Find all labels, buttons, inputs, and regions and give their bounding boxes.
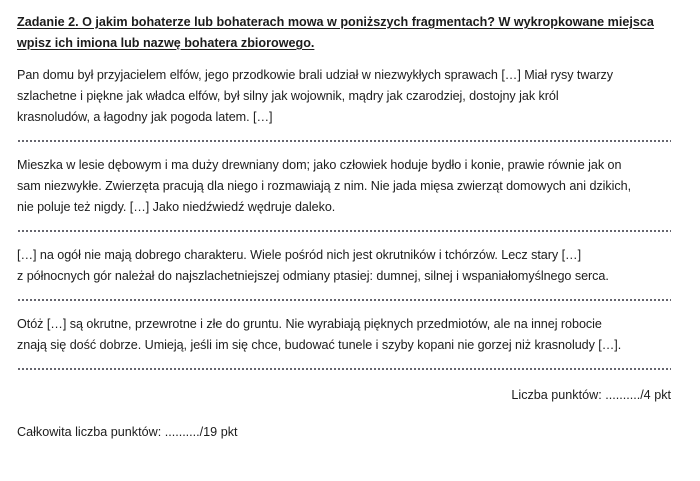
spacer [17,232,671,245]
task-heading [17,0,671,54]
spacer [17,287,671,299]
fragment-1 [17,65,671,128]
total-points-label: Całkowita liczba punktów: ........../19 pkt [17,425,238,439]
fragment-4-line-2: znają się dość dobrze. Umieją, jeśli im się chce, budować tunele i szyby kopani nie gorzej niż krasnoludy […]. [17,338,622,352]
spacer [17,356,671,368]
spacer [17,128,671,140]
fragment-4-line-1: Otóż […] są okrutne, przewrotne i złe do gruntu. Nie wyrabiają pięknych przedmiotów, ale na innej robocie [17,317,602,331]
fragment-3 [17,245,671,287]
task-heading-line-1: Zadanie 2. O jakim bohaterze lub bohaterach mowa w poniższych fragmentach? W wykropkowane miejsca [17,15,654,29]
spacer [17,301,671,314]
spacer [17,54,671,65]
spacer [17,142,671,155]
fragment-2-line-2: sam niezwykłe. Zwierzęta pracują dla niego i rozmawiają z nim. Nie jada mięsa zwierząt domowych ani dzikich, [17,179,632,193]
fragment-1-line-2: szlachetne i piękne jak władca elfów, był silny jak wojownik, mądry jak czarodziej, dostojny jak król [17,89,559,103]
worksheet-content [17,0,671,443]
fragment-2 [17,155,671,218]
spacer [17,406,671,422]
task-points-label: Liczba punktów: ........../4 pkt [511,388,671,402]
fragment-3-line-1: […] na ogół nie mają dobrego charakteru. Wiele pośród nich jest okrutników i tchórzów. Lecz stary […] [17,248,582,262]
fragment-1-line-3: krasnoludów, a łagodny jak pogoda latem. […] [17,110,273,124]
spacer [17,370,671,385]
fragment-2-line-1: Mieszka w lesie dębowym i ma duży drewniany dom; jako człowiek hoduje bydło i konie, prawie równie jak on [17,158,622,172]
fragment-1-line-1: Pan domu był przyjacielem elfów, jego przodkowie brali udział w niezwykłych sprawach […] Miał rysy twarzy [17,68,613,82]
fragment-2-line-3: nie poluje też nigdy. […] Jako niedźwiedź wędruje daleko. [17,200,336,214]
task-heading-line-2: wpisz ich imiona lub nazwę bohatera zbiorowego. [17,36,315,50]
fragment-4 [17,314,671,356]
fragment-3-line-2: z północnych gór należał do najszlachetniejszej odmiany ptasiej: dumnej, silnej i wspaniałomyślnego serca. [17,269,609,283]
spacer [17,218,671,230]
